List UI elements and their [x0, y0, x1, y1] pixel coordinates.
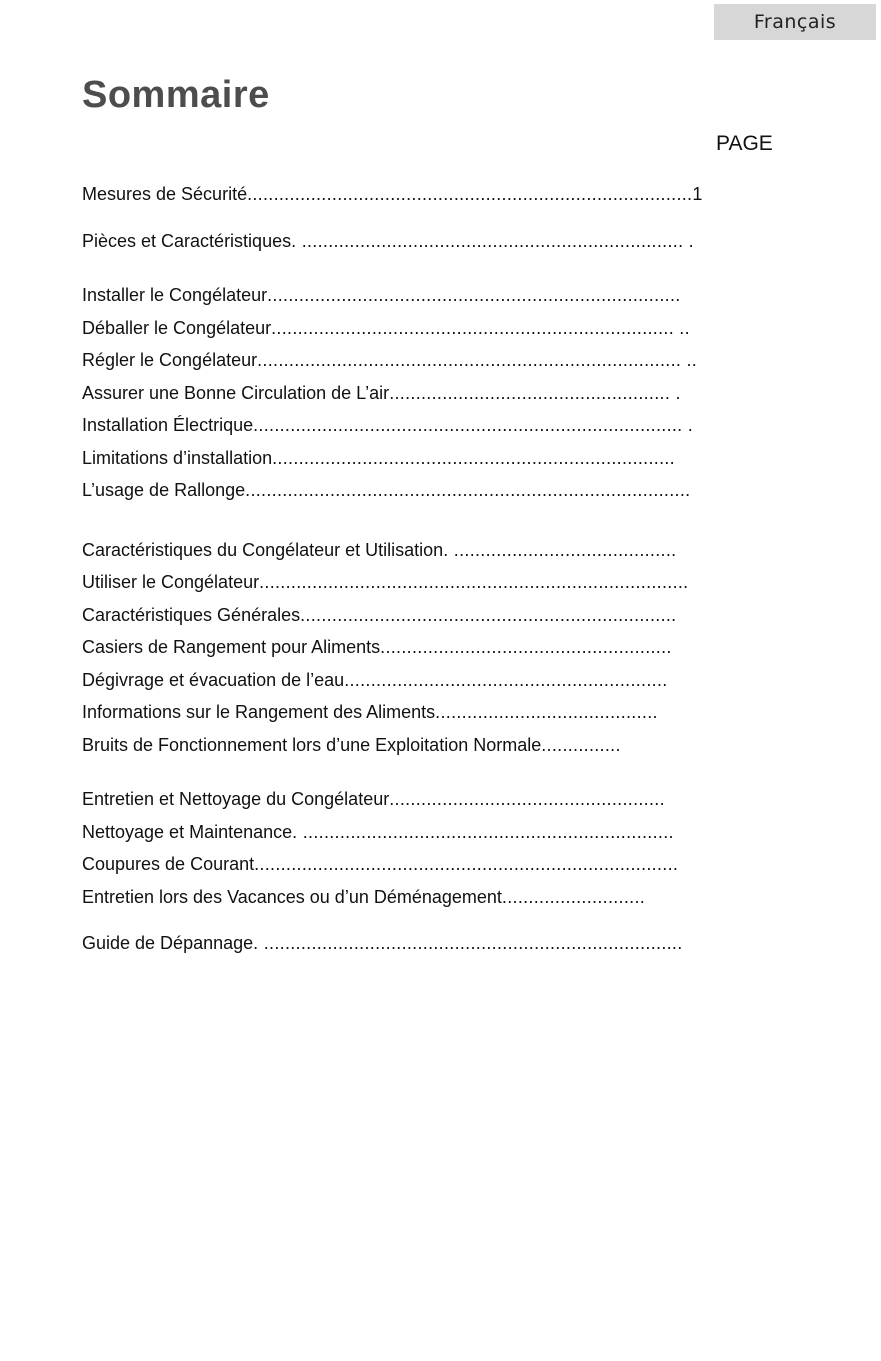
- toc-entry[interactable]: [82, 225, 782, 258]
- toc-entry[interactable]: [82, 474, 782, 507]
- language-tab: Français: [714, 4, 876, 40]
- toc-dot-leader: .......................................................: [380, 637, 672, 657]
- toc-dot-leader: . ......................................................................: [292, 821, 674, 842]
- toc-entry[interactable]: [82, 599, 782, 632]
- table-of-contents: [82, 178, 782, 974]
- toc-page-number: 1: [692, 184, 703, 204]
- toc-dot-leader: ............................................................................ ..: [271, 317, 690, 338]
- toc-entry[interactable]: [82, 279, 782, 312]
- toc-dot-leader: ....................................................................................: [247, 184, 693, 204]
- toc-entry[interactable]: [82, 927, 782, 960]
- toc-entry[interactable]: [82, 881, 782, 914]
- page-title: Sommaire: [82, 74, 270, 116]
- toc-entry[interactable]: [82, 409, 782, 442]
- toc-dot-leader: . ..........................................: [443, 539, 677, 560]
- toc-entry-label: Casiers de Rangement pour Aliments: [82, 637, 381, 657]
- toc-dot-leader: . ........................................................................ .: [291, 230, 694, 251]
- toc-entry[interactable]: [82, 664, 782, 697]
- toc-section: [82, 927, 782, 960]
- toc-dot-leader: ................................................................................: [254, 854, 679, 874]
- toc-entry[interactable]: [82, 631, 782, 664]
- toc-dot-leader: ...........................: [501, 886, 646, 907]
- toc-entry-label: Caractéristiques Générales: [82, 604, 301, 625]
- toc-entry[interactable]: [82, 442, 782, 475]
- toc-entry[interactable]: [82, 783, 782, 816]
- toc-section: [82, 534, 782, 762]
- toc-dot-leader: ..........................................: [435, 702, 658, 722]
- toc-dot-leader: ....................................................: [389, 789, 665, 809]
- toc-dot-leader: ............................................................................: [272, 447, 675, 468]
- toc-entry-label: Utiliser le Congélateur: [82, 572, 260, 592]
- toc-section: [82, 225, 782, 258]
- toc-entry[interactable]: [82, 178, 782, 211]
- toc-dot-leader: .............................................................: [344, 669, 668, 690]
- toc-entry-label: Mesures de Sécurité: [82, 184, 248, 204]
- toc-section: [82, 178, 782, 211]
- toc-dot-leader: ................................................................................. .: [253, 415, 694, 435]
- toc-section: [82, 783, 782, 913]
- toc-entry[interactable]: [82, 696, 782, 729]
- toc-dot-leader: .......................................................................: [300, 604, 677, 625]
- toc-entry[interactable]: [82, 534, 782, 567]
- toc-dot-leader: ....................................................................................: [245, 480, 691, 500]
- toc-entry-label: Bruits de Fonctionnement lors d’une Exploitation Normale: [82, 734, 542, 755]
- toc-entry[interactable]: [82, 729, 782, 762]
- toc-entry[interactable]: [82, 566, 782, 599]
- toc-entry-label: Informations sur le Rangement des Aliments: [82, 702, 436, 722]
- page-column-header: PAGE: [716, 132, 773, 155]
- toc-entry-label: Déballer le Congélateur: [82, 317, 272, 338]
- toc-entry-label: Coupures de Courant: [82, 854, 255, 874]
- toc-entry-label: Guide de Dépannage: [82, 933, 254, 953]
- toc-entry[interactable]: [82, 816, 782, 849]
- toc-dot-leader: . ...............................................................................: [253, 933, 683, 953]
- toc-dot-leader: ................................................................................ ..: [257, 350, 698, 370]
- toc-entry-label: Pièces et Caractéristiques: [82, 230, 292, 251]
- toc-entry[interactable]: [82, 312, 782, 345]
- toc-entry-label: Entretien et Nettoyage du Congélateur: [82, 789, 390, 809]
- toc-section: [82, 279, 782, 507]
- toc-entry-label: Caractéristiques du Congélateur et Utilisation: [82, 539, 444, 560]
- toc-entry[interactable]: [82, 848, 782, 881]
- toc-entry[interactable]: [82, 377, 782, 410]
- toc-entry[interactable]: [82, 344, 782, 377]
- toc-entry-label: Dégivrage et évacuation de l’eau: [82, 669, 345, 690]
- toc-entry-label: Limitations d’installation: [82, 447, 273, 468]
- toc-entry-label: Installer le Congélateur: [82, 285, 268, 305]
- toc-dot-leader: ..............................................................................: [267, 285, 681, 305]
- toc-dot-leader: ..................................................... .: [389, 382, 681, 403]
- toc-entry-label: Régler le Congélateur: [82, 350, 258, 370]
- toc-entry-label: L’usage de Rallonge: [82, 480, 246, 500]
- toc-dot-leader: ...............: [541, 734, 621, 755]
- toc-entry-label: Installation Électrique: [82, 415, 254, 435]
- toc-entry-label: Entretien lors des Vacances ou d’un Déménagement: [82, 886, 502, 907]
- toc-dot-leader: .................................................................................: [259, 572, 689, 592]
- toc-entry-label: Assurer une Bonne Circulation de L’air: [82, 382, 390, 403]
- toc-entry-label: Nettoyage et Maintenance: [82, 821, 293, 842]
